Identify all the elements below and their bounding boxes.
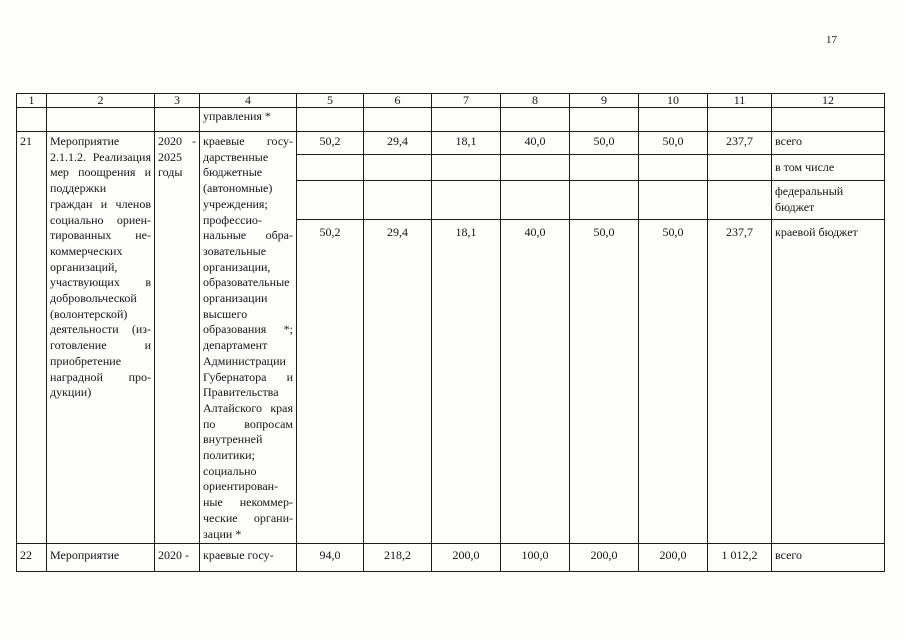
header-col-3: 3 (155, 94, 200, 108)
row-21-regional-label: краевой бюджет (772, 220, 885, 544)
row-21-total-2025: 50,0 (639, 132, 708, 155)
row-22-2020: 94,0 (297, 544, 364, 572)
row-21-name: Мероприятие 2.1.1.2. Реализация мер поощрения и поддержки граждан и членов социально ориентированных некоммерческих организаций, участвующих в добровольческой (волонтерской) деятельности (изготовление и приобретение наградной продукции) (47, 132, 155, 544)
row-21-total-2022: 18,1 (432, 132, 501, 155)
header-col-1: 1 (17, 94, 47, 108)
row-21-period: 2020 - 2025 годы (155, 132, 200, 544)
row-22-2022: 200,0 (432, 544, 501, 572)
header-col-7: 7 (432, 94, 501, 108)
row-21-regional-2025: 50,0 (639, 220, 708, 544)
row-21-regional-sum: 237,7 (708, 220, 772, 544)
row-22-2021: 218,2 (364, 544, 432, 572)
row-21-total-2020: 50,2 (297, 132, 364, 155)
row-22-name: Мероприятие (47, 544, 155, 572)
header-col-11: 11 (708, 94, 772, 108)
header-col-5: 5 (297, 94, 364, 108)
row-21-regional-2024: 50,0 (570, 220, 639, 544)
header-col-10: 10 (639, 94, 708, 108)
row-22-sum: 1 012,2 (708, 544, 772, 572)
continuation-row (17, 108, 885, 132)
header-col-9: 9 (570, 94, 639, 108)
row-22-2025: 200,0 (639, 544, 708, 572)
row-22-2024: 200,0 (570, 544, 639, 572)
row-21-regional-2020: 50,2 (297, 220, 364, 544)
row-21-regional-2023: 40,0 (501, 220, 570, 544)
row-21-total-label: всего (772, 132, 885, 155)
header-col-12: 12 (772, 94, 885, 108)
row-21-total-2023: 40,0 (501, 132, 570, 155)
header-col-6: 6 (364, 94, 432, 108)
row-21-total (17, 132, 885, 155)
page-number: 17 (826, 34, 837, 46)
header-col-8: 8 (501, 94, 570, 108)
row-21-total-2024: 50,0 (570, 132, 639, 155)
header-row (17, 94, 885, 108)
row-22-2023: 100,0 (501, 544, 570, 572)
row-21-executor: краевые государственные бюджетные (автономные) учреждения; профессиональные образовательные организации, образовательные организации высшего образования *; департамент Администрации Губернатора и Правительства Алтайского края по вопросам внутренней политики; социально ориентированные некоммерческие организации * (200, 132, 297, 544)
header-col-4: 4 (200, 94, 297, 108)
header-col-2: 2 (47, 94, 155, 108)
row-21-total-2021: 29,4 (364, 132, 432, 155)
row-22-period: 2020 - (155, 544, 200, 572)
row-21-regional-2022: 18,1 (432, 220, 501, 544)
cont-executor: управления * (200, 108, 297, 132)
row-22-executor: краевые госу- (200, 544, 297, 572)
budget-table (16, 93, 885, 572)
row-22-label: всего (772, 544, 885, 572)
row-22-number: 22 (17, 544, 47, 572)
row-22 (17, 544, 885, 572)
row-21-including-label: в том числе (772, 154, 885, 180)
row-21-regional-2021: 29,4 (364, 220, 432, 544)
row-21-number: 21 (17, 132, 47, 544)
row-21-federal-label: федеральный бюджет (772, 180, 885, 219)
row-21-total-sum: 237,7 (708, 132, 772, 155)
